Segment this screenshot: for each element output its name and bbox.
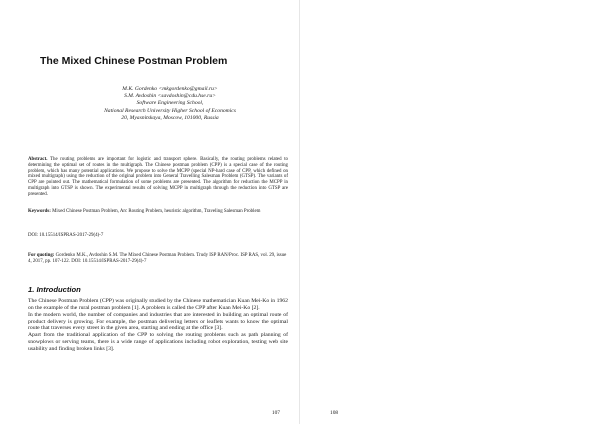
doi: DOI: 10.15514/ISPRAS-2017-29(4)-7 <box>28 233 104 238</box>
paragraph: In the modern world, the number of companies and industries that are interested in building an optimal route of product delivery is growing. For example, the postman delivering letters or leaflets wants to know the optimal route that traverses every street in the given area, starting and ending at the office [3]. <box>28 311 288 332</box>
keywords-text: Mixed Chinese Postman Problem, Arc Routing Problem, heuristic algorithm, Traveling Salesman Problem <box>52 209 261 214</box>
paragraph: The Chinese Postman Problem (CPP) was originally studied by the Chinese mathematician Kuan Mei-Ko in 1962 on the example of the rural postman problem [1]. A problem is called the CPP after Kuan Mei-Ko [2]. <box>28 298 288 311</box>
abstract-label: Abstract. <box>28 157 48 162</box>
author-line: S.M. Avdoshin <savdoshin@cdu.hse.ru> <box>124 93 216 100</box>
section-heading-introduction: 1. Introduction <box>28 285 81 294</box>
citation-label: For quoting: <box>28 253 55 258</box>
paper-title: The Mixed Chinese Postman Problem <box>40 55 228 67</box>
author-block <box>40 86 300 122</box>
right-page <box>300 0 600 424</box>
page-number: 107 <box>271 410 280 416</box>
abstract-text: The routing problems are important for logistic and transport sphere. Basically, the routing problems related to determining the optimal set of routes in the multigraph. The Chinese postman problem (CPP) is a special case of the routing problem, which has many potential applications. We propose to solve the MCPP (special NP-hard case of CPP, which defined on mixed multigraph) using the reduction of the original problem into General Travelling Salesman Problem (GTSP). The variants of CPP are pointed out. The mathematical formulation of some problems are presented. The algorithm for reduction the MCPP in multigraph into GTSP is shown. The experimental results of solving MCPP in multigraph through the reduction into GTSP are presented. <box>28 157 289 197</box>
citation-text: Gordenko M.K., Avdoshin S.M. The Mixed Chinese Postman Problem. Trudy ISP RAN/Proc. ISP RAS, vol. 29, issue 4, 2017, pp. 107-122. DOI: 10.15514/ISPRAS-2017-29(4)-7 <box>28 253 287 264</box>
paragraph: Apart from the traditional application of the CPP to solving the routing problems such as path planning of snowplows or serving teams, there is a wide range of applications including robot exploration, testing web site usability and finding broken links [3]. <box>28 332 288 352</box>
citation <box>28 253 288 265</box>
keywords-label: Keywords: <box>28 209 51 214</box>
keywords <box>28 209 288 215</box>
introduction-body <box>28 298 288 353</box>
affiliation-line: National Research University Higher School of Economics <box>104 107 236 114</box>
affiliation-line: Software Engineering School, <box>136 100 204 107</box>
abstract <box>28 157 288 198</box>
address-line: 20, Myasnitskaya, Moscow, 101000, Russia <box>121 114 219 121</box>
page-number: 108 <box>330 410 339 416</box>
author-line: M.K. Gordenko <mkgordenko@gmail.ru> <box>122 86 218 92</box>
